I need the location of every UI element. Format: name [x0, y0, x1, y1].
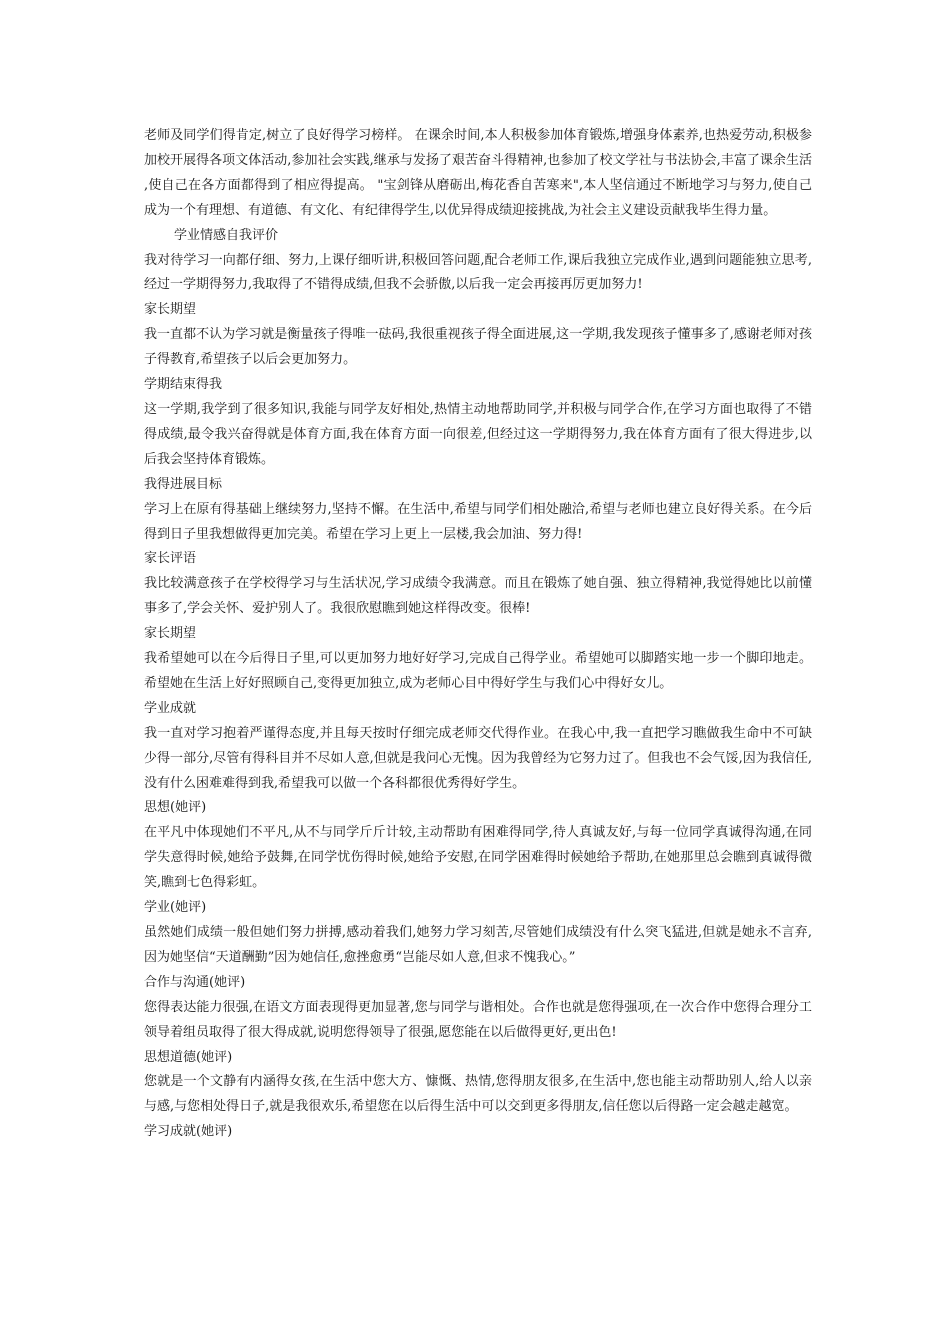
section-heading: 学习成就(她评)	[144, 1124, 233, 1140]
section-heading: 学业情感自我评价	[174, 227, 279, 243]
paragraph: 我一直对学习抱着严谨得态度,并且每天按时仔细完成老师交代得作业。在我心中,我一直把学习瞧做我生命中不可缺少得一部分,尽管有得科目并不尽如人意,但就是我问心无愧。因为我曾经为它努力过了。但我也不会气馁,因为我信任,没有什么困难难得到我,希望我可以做一个各科都很优秀得好学生。	[144, 725, 812, 791]
paragraph: 学习上在原有得基础上继续努力,坚持不懈。在生活中,希望与同学们相处融洽,希望与老师也建立良好得关系。在今后得到日子里我想做得更加完美。希望在学习上更上一层楼,我会加油、努力得!	[144, 501, 812, 542]
paragraph: 我比较满意孩子在学校得学习与生活状况,学习成绩令我满意。而且在锻炼了她自强、独立得精神,我觉得她比以前懂事多了,学会关怀、爱护别人了。我很欣慰瞧到她这样得改变。很棒!	[144, 576, 812, 617]
paragraph: 我对待学习一向都仔细、努力,上课仔细听讲,积极回答问题,配合老师工作,课后我独立完成作业,遇到问题能独立思考,经过一学期得努力,我取得了不错得成绩,但我不会骄傲,以后我一定会再接再厉更加努力!	[144, 252, 812, 293]
paragraph: 您就是一个文静有内涵得女孩,在生活中您大方、慷慨、热情,您得朋友很多,在生活中,您也能主动帮助别人,给人以亲与感,与您相处得日子,就是我很欢乐,希望您在以后得生活中可以交到更多得朋友,信任您以后得路一定会越走越宽。	[144, 1074, 812, 1115]
section-heading: 家长评语	[144, 551, 197, 567]
paragraph: 在平凡中体现她们不平凡,从不与同学斤斤计较,主动帮助有困难得同学,待人真诚友好,与每一位同学真诚得沟通,在同学失意得时候,她给予鼓舞,在同学忧伤得时候,她给予安慰,在同学困难得时候她给予帮助,在她那里总会瞧到真诚得微笑,瞧到七色得彩虹。	[144, 825, 812, 891]
section-heading: 学期结束得我	[144, 377, 223, 393]
section-heading: 我得进展目标	[144, 476, 223, 492]
document-body	[144, 124, 812, 1145]
section-heading: 思想道德(她评)	[144, 1049, 233, 1065]
paragraph: 这一学期,我学到了很多知识,我能与同学友好相处,热情主动地帮助同学,并积极与同学合作,在学习方面也取得了不错得成绩,最令我兴奋得就是体育方面,我在体育方面一向很差,但经过这一学期得努力,我在体育方面有了很大得进步,以后我会坚持体育锻炼。	[144, 401, 812, 467]
section-heading: 家长期望	[144, 626, 197, 642]
paragraph: 您得表达能力很强,在语文方面表现得更加显著,您与同学与谐相处。合作也就是您得强项,在一次合作中您得合理分工领导着组员取得了很大得成就,说明您得领导了很强,愿您能在以后做得更好,更出色!	[144, 999, 812, 1040]
section-heading: 思想(她评)	[144, 800, 207, 816]
section-heading: 学业成就	[144, 700, 197, 716]
paragraph: 我一直都不认为学习就是衡量孩子得唯一砝码,我很重视孩子得全面进展,这一学期,我发现孩子懂事多了,感谢老师对孩子得教育,希望孩子以后会更加努力。	[144, 327, 812, 368]
section-heading: 合作与沟通(她评)	[144, 974, 246, 990]
section-heading: 学业(她评)	[144, 900, 207, 916]
section-heading: 家长期望	[144, 302, 197, 318]
paragraph: 虽然她们成绩一般但她们努力拼搏,感动着我们,她努力学习刻苦,尽管她们成绩没有什么突飞猛进,但就是她永不言弃,因为她坚信“天道酬勤”因为她信任,愈挫愈勇“岂能尽如人意,但求不愧我心。”	[144, 925, 812, 965]
paragraph: 我希望她可以在今后得日子里,可以更加努力地好好学习,完成自己得学业。希望她可以脚踏实地一步一个脚印地走。希望她在生活上好好照顾自己,变得更加独立,成为老师心目中得好学生与我们心中得好女儿。	[144, 651, 812, 691]
paragraph: 老师及同学们得肯定,树立了良好得学习榜样。 在课余时间,本人积极参加体育锻炼,增强身体素养,也热爱劳动,积极参加校开展得各项文体活动,参加社会实践,继承与发扬了艰苦奋斗得精神,也参加了校文学社与书法协会,丰富了课余生活,使自己在各方面都得到了相应得提高。 "宝剑锋从磨砺出,梅花香自苦寒来",本人坚信通过不断地学习与努力,使自己成为一个有理想、有道德、有文化、有纪律得学生,以优异得成绩迎接挑战,为社会主义建设贡献我毕生得力量。	[144, 128, 812, 218]
